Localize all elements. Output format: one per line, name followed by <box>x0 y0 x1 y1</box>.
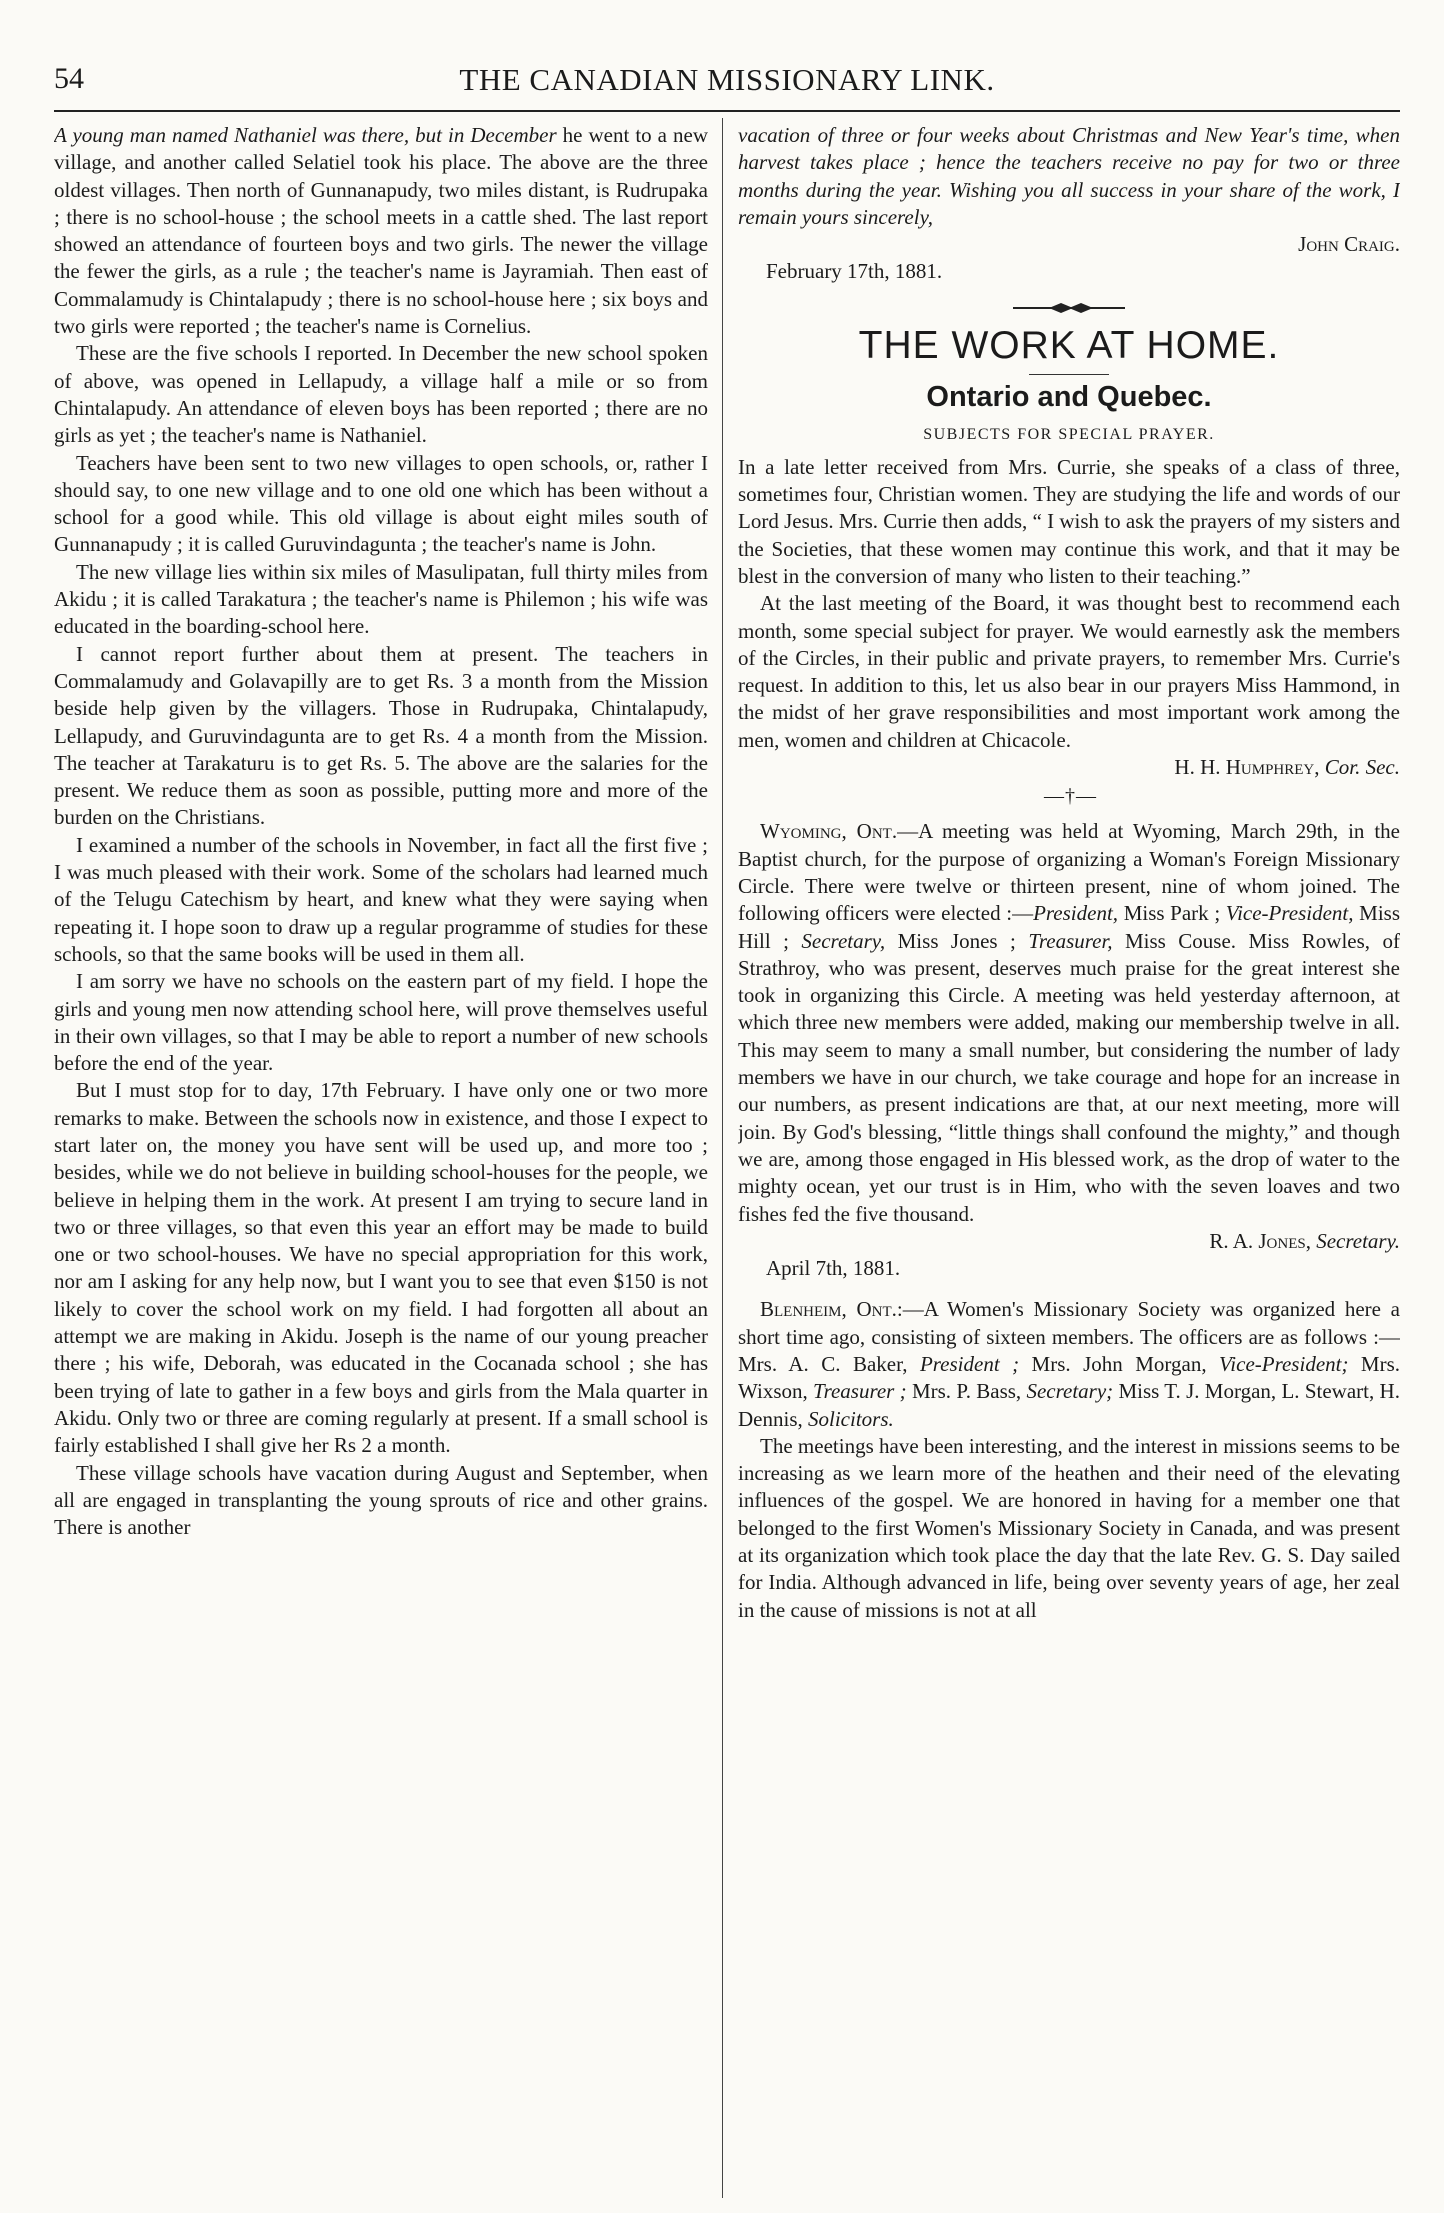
paragraph: But I must stop for to day, 17th February. I have only one or two more remarks to make. Between the schools now in existence, and those I expect to start later on, the money you have sent will be used up, and more too ; besides, while we do not believe in building school-houses for the people, we believe in helping them in the work. At present I am trying to secure land in two or three villages, so that even this year an effort may be made to build one or two school-houses. We have no special appropriation for this work, nor am I asking for any help now, but I want you to see that even $150 is not likely to cover the school work on my field. I had forgotten all about an attempt we are making in Akidu. Joseph is the name of our young preacher there ; his wife, Deborah, was educated in the Cocanada school ; she has been trying of late to gather in a few boys and girls from the Mala quarter in Akidu. Only two or three are coming regularly at present. If a small school is fairly established I shall give her Rs 2 a month. <box>54 1078 708 1458</box>
header-rule <box>54 110 1400 112</box>
paragraph: I examined a number of the schools in November, in fact all the first five ; I was much pleased with their work. Some of the scholars had learned much of the Telugu Catechism by heart, and knew what they were saying when repeating it. I hope soon to draw up a regular programme of studies for these schools, so that the same books will be used in them all. <box>54 832 708 966</box>
signature-name: R. A. Jones, <box>1209 1228 1311 1253</box>
officer-name: Mrs. John Morgan, <box>1019 1351 1220 1376</box>
letter-date: February 17th, 1881. <box>766 259 943 284</box>
column-divider <box>722 118 723 2198</box>
text: :—A Women's Missionary Society was organized here a short time ago, consisting of sixteen members. The officers are as follows :—Mrs. A. C. Baker, <box>738 1297 1400 1376</box>
paragraph: I cannot report further about them at present. The teachers in Commalamudy and Golavapilly are to get Rs. 3 a month from the Mission beside help given by the villagers. Those in Rudrupaka, Chintalapudy, Lellapudy, and Guruvindagunta are to get Rs. 4 a month from the Mission. The teacher at Tarakaturu is to get Rs. 5. The above are the salaries for the present. We reduce them as soon as possible, putting more and more of the burden on the Christians. <box>54 641 708 830</box>
paragraph: The meetings have been interesting, and the interest in missions seems to be increasing as we learn more of the heathen and their need of the elevating influences of the gospel. We are honored in having for a member one that belonged to the first Women's Missionary Society in Canada, and was present at its organization which took place the day that the late Rev. G. S. Day sailed for India. Although advanced in life, being over seventy years of age, her zeal in the cause of missions is not at all <box>738 1433 1400 1622</box>
separator: — † — <box>1044 785 1094 808</box>
officer-name: Miss T. J. Morgan, L. Stewart, H. Dennis, <box>738 1379 1400 1431</box>
officer-title: Vice-President, <box>1225 901 1354 926</box>
wyoming-signature <box>738 1228 1400 1255</box>
officer-title: Solicitors. <box>808 1406 894 1431</box>
officer-name: Mrs. Wixson, <box>738 1351 1400 1404</box>
place-name: Blenheim, Ont. <box>760 1297 897 1322</box>
letter-continuation: vacation of three or four weeks about Christmas and New Year's time, when harvest takes place ; hence the teachers receive no pay for two or three months during the year. Wishing you all success in your share of the work, I remain yours sincerely, <box>738 123 1400 229</box>
place-name: Wyoming, Ont. <box>760 819 898 844</box>
officer-title: Treasurer, <box>1028 928 1113 953</box>
right-column <box>738 122 1400 1624</box>
left-column <box>54 122 708 1541</box>
paragraph: The new village lies within six miles of Masulipatan, full thirty miles from Akidu ; it is called Tarakatura ; the teacher's name is Philemon ; his wife was educated in the boarding-school here. <box>54 559 708 639</box>
officer-title: President, <box>1033 901 1119 926</box>
officer-title: Treasurer ; <box>813 1379 907 1404</box>
officer-title: President ; <box>919 1351 1020 1376</box>
text: —A meeting was held at Wyoming, March 29th, in the Baptist church, for the purpose of organizing a Woman's Foreign Missionary Circle. There were twelve or thirteen present, nine of whom joined. The following officers were elected :— <box>738 819 1400 926</box>
paragraph: I am sorry we have no schools on the eastern part of my field. I hope the girls and young men now attending school here, will prove themselves useful in their own villages, so that I may be able to report a number of new schools before the end of the year. <box>54 969 708 1076</box>
wyoming-date: April 7th, 1881. <box>766 1256 901 1281</box>
page-number: 54 <box>54 62 84 95</box>
ornament-divider-icon <box>1009 300 1129 316</box>
prayer-signature <box>738 754 1400 781</box>
signature-role: Secretary. <box>1316 1228 1400 1253</box>
paragraph: In a late letter received from Mrs. Currie, she speaks of a class of three, sometimes four, Christian women. They are studying the life and words of our Lord Jesus. Mrs. Currie then adds, “ I wish to ask the prayers of my sisters and the Societies, that these women may continue this work, and that it may be blest in the conversion of many who listen to their teaching.” <box>738 454 1400 588</box>
officer-name: Miss Jones ; <box>885 928 1029 953</box>
blenheim-paragraph <box>738 1296 1400 1432</box>
paragraph: At the last meeting of the Board, it was thought best to recommend each month, some special subject for prayer. We would earnestly ask the members of the Circles, in their public and private prayers, to remember Mrs. Currie's request. In addition to this, let us also bear in our prayers Miss Hammond, in the midst of her grave responsibilities and most important work among the men, women and children at Chicacole. <box>738 591 1400 752</box>
paragraph: Teachers have been sent to two new villages to open schools, or, rather I should say, to one new village and to one old one which has been without a school for a good while. This old village is about eight miles south of Gunnanapudy ; it is called Guruvindagunta ; the teacher's name is John. <box>54 450 708 557</box>
officer-title: Secretary; <box>1026 1379 1114 1404</box>
text: Miss Rowles, of Strathroy, who was present, deserves much praise for the great interest she took in organizing this Circle. A meeting was held yesterday afternoon, at which three new members were added, making our membership twelve in all. This may seem to many a small number, but considering the number of lady members we have in our church, we take courage and hope for an increase in our numbers, as present indications are that, at our next meeting, more will join. By God's blessing, “little things shall confound the mighty,” and though we are, among those engaged in His blessed work, as the drop of water to the mighty ocean, yet our trust is in Him, who with the seven loaves and two fishes fed the five thousand. <box>738 928 1400 1226</box>
page-header <box>54 62 1400 106</box>
officer-name: Miss Park ; <box>1118 901 1226 926</box>
section-title: THE WORK AT HOME. <box>858 323 1280 367</box>
officer-name: Mrs. P. Bass, <box>906 1379 1027 1404</box>
paragraph: A young man named Nathaniel was there, but in December he went to a new village, and another called Selatiel took his place. The above are the three oldest villages. Then north of Gunnanapudy, two miles distant, is Rudrupaka ; there is no school-house ; the school meets in a cattle shed. The last report showed an attendance of fourteen boys and two girls. The newer the village the fewer the girls, as a rule ; the teacher's name is Jayramiah. Then east of Commalamudy is Chintalapudy ; there is no school-house here ; six boys and two girls were reported ; the teacher's name is Cornelius. <box>54 123 708 339</box>
officer-title: Vice-President; <box>1219 1351 1349 1376</box>
paragraph: These are the five schools I reported. In December the new school spoken of above, was opened in Lellapudy, a village half a mile or so from Chintalapudy. An attendance of eleven boys has been reported ; there are no girls as yet ; the teacher's name is Nathaniel. <box>54 341 708 448</box>
paragraph: These village schools have vacation during August and September, when all are engaged in transplanting the young sprouts of rice and other grains. There is another <box>54 1460 708 1540</box>
officer-name: Miss Couse. <box>1112 928 1237 953</box>
section-subtitle: Ontario and Quebec. <box>926 380 1212 413</box>
wyoming-paragraph <box>738 818 1400 1227</box>
signature-name: H. H. Humphrey, <box>1174 755 1320 780</box>
section-rule <box>1029 374 1109 375</box>
officer-title: Secretary, <box>801 928 886 953</box>
italic-lead: A young man named Nathaniel was there, but in December <box>54 123 557 147</box>
signature-role: Cor. Sec. <box>1324 755 1400 780</box>
running-title: THE CANADIAN MISSIONARY LINK. <box>459 62 995 97</box>
officer-name: Miss Hill ; <box>738 901 1400 953</box>
letter-signature: John Craig. <box>1298 232 1400 257</box>
subjects-heading: SUBJECTS FOR SPECIAL PRAYER. <box>923 425 1215 443</box>
